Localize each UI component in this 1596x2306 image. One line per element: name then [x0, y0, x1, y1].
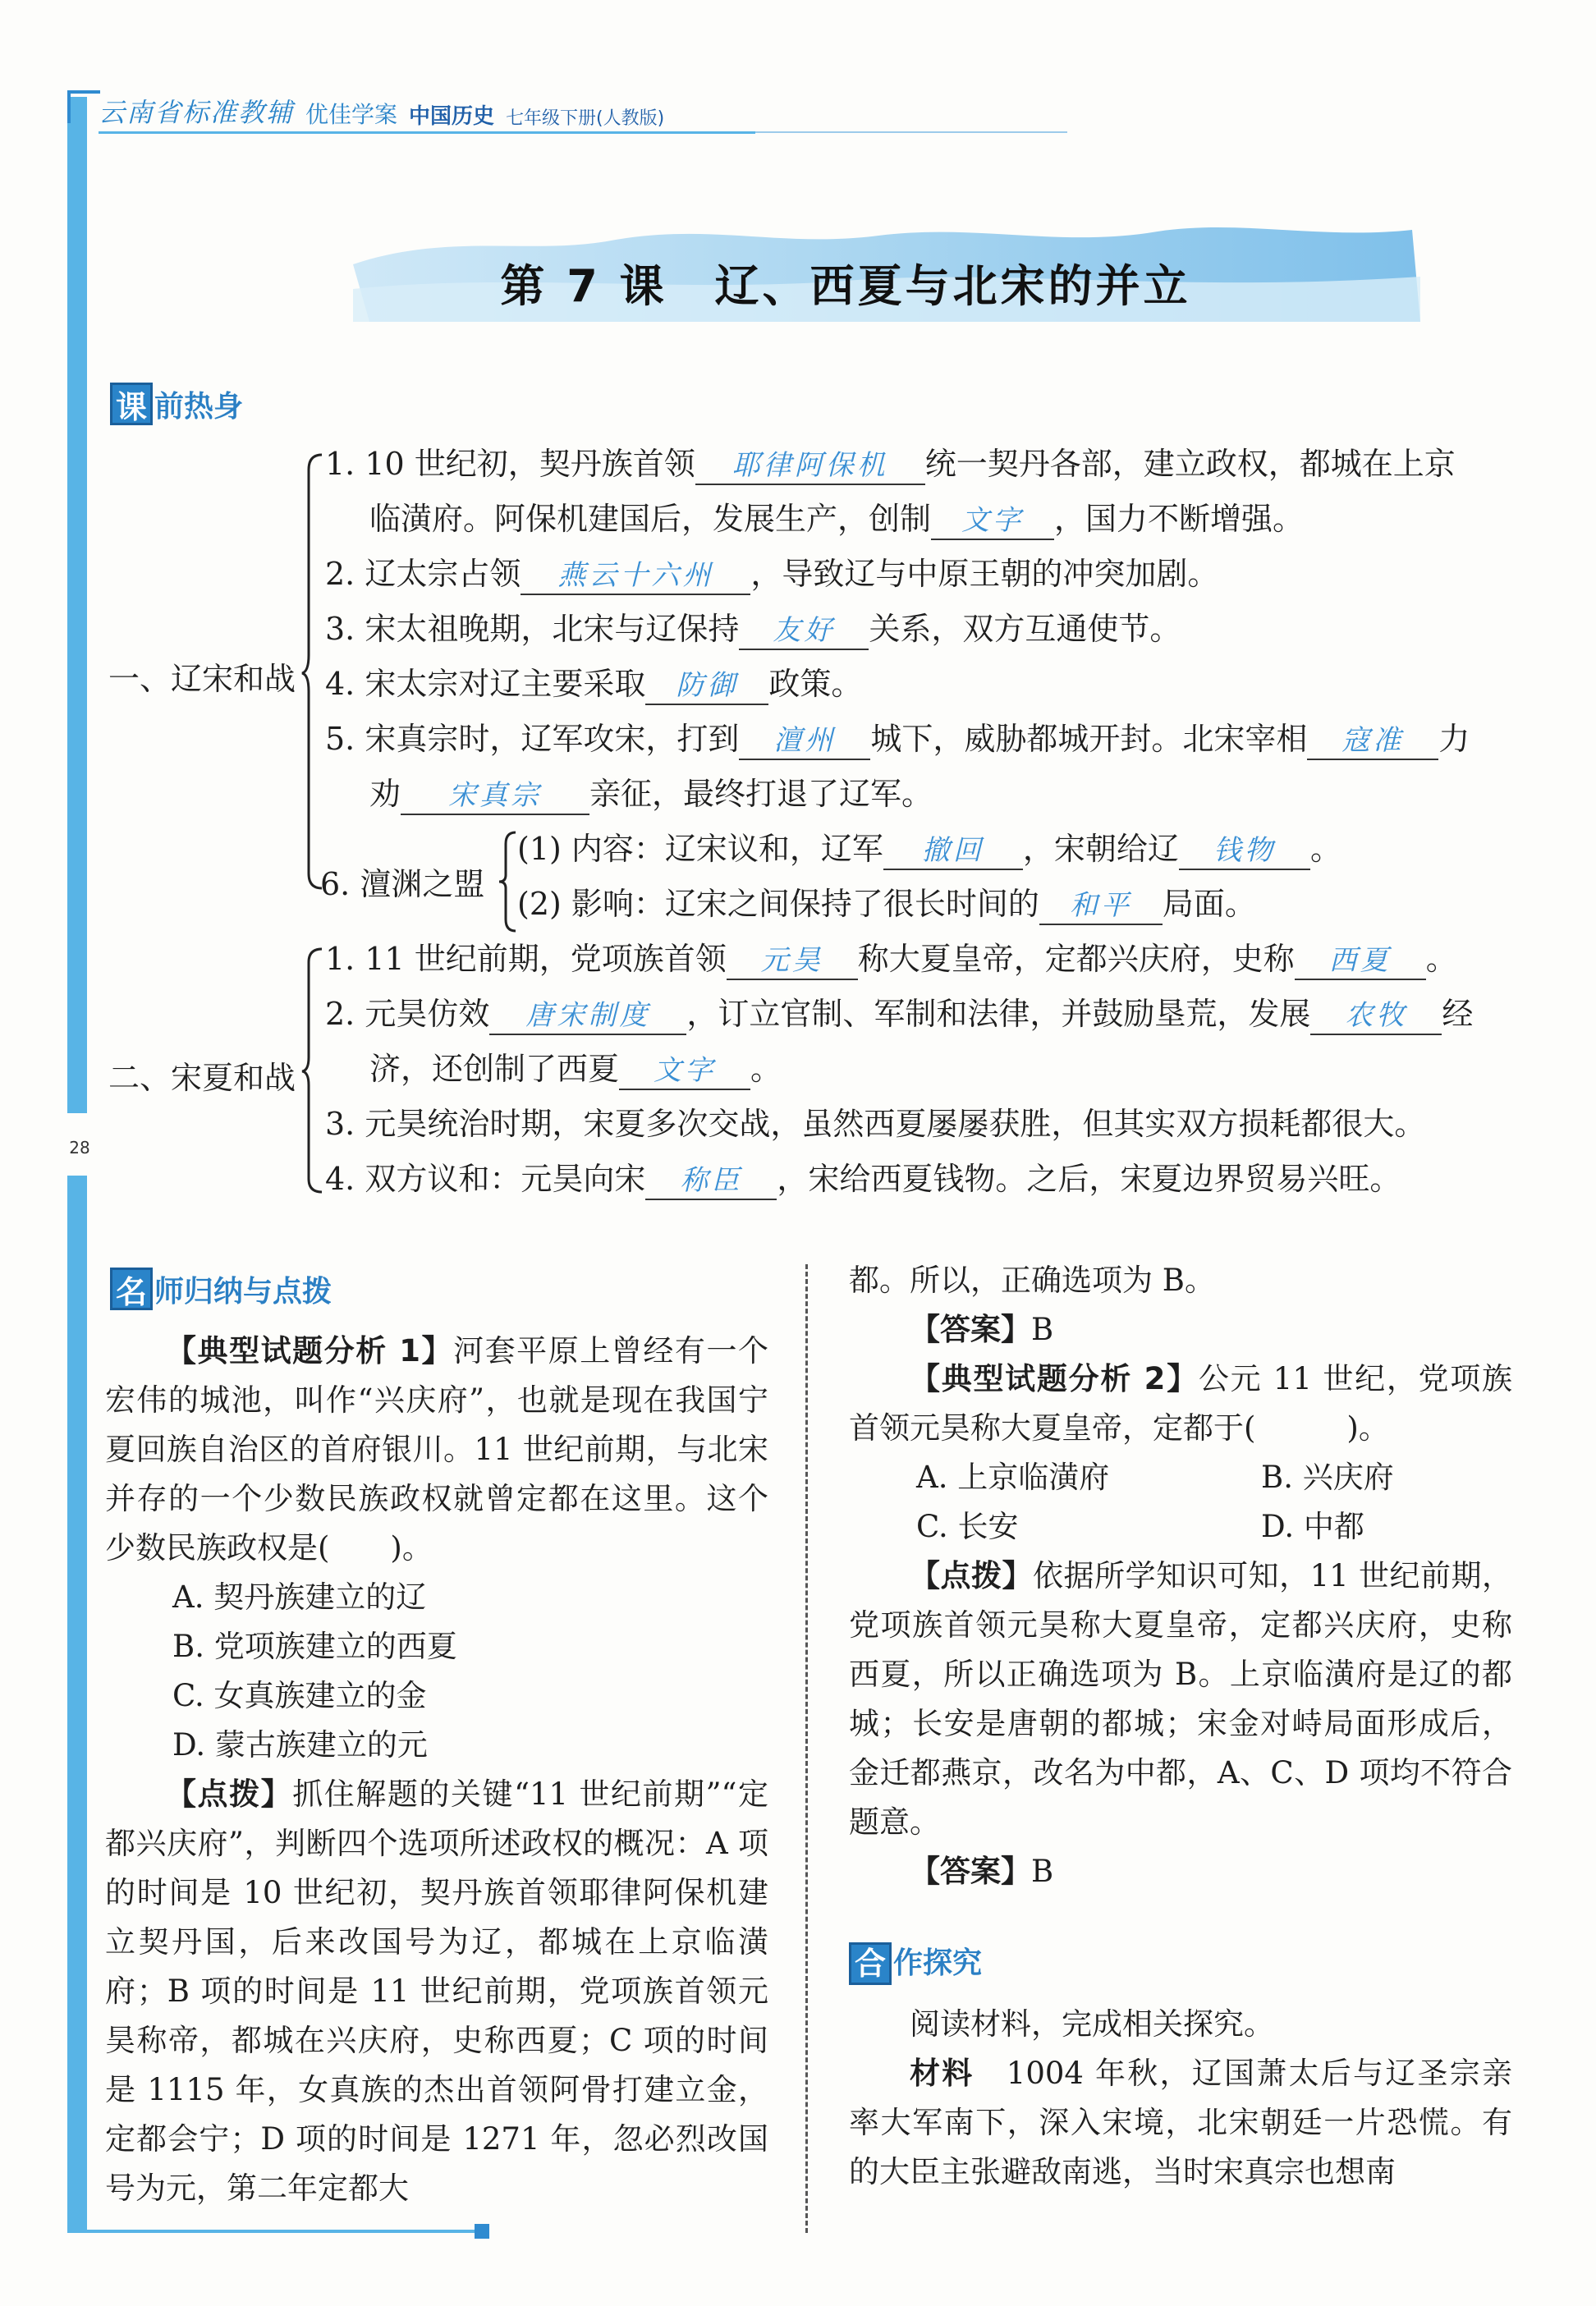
q2-answer-tag: 【答案】 — [910, 1854, 1031, 1889]
g2-1-answer-2: 西夏 — [1295, 942, 1426, 980]
g2-2-text-a: 2. 元昊仿效 — [325, 996, 490, 1032]
section-warmup-box: 课 — [110, 383, 153, 425]
q2-text: 公元 11 世纪，党项族首领元昊称大夏皇帝，定都于( )。 — [849, 1361, 1512, 1446]
q2-paragraph — [849, 1355, 1512, 1453]
group1-label: 一、辽宋和战 — [108, 661, 296, 697]
q1-tag: 【典型试题分析 1】 — [166, 1333, 454, 1368]
section-teacher-title: 师归纳与点拨 — [154, 1274, 332, 1309]
section-teacher-heading — [110, 1268, 332, 1310]
g2-1-text-c: 称大夏皇帝，定都兴庆府，史称 — [857, 941, 1295, 977]
q2-tip-paragraph — [849, 1552, 1512, 1847]
section-explore-title: 作探究 — [893, 1946, 983, 1980]
g1-5-text-d: 力 — [1438, 721, 1470, 757]
g2-2-answer-2: 农牧 — [1310, 997, 1442, 1035]
g1-3-text-a: 3. 宋太祖晚期，北宋与辽保持 — [325, 611, 740, 647]
q2-tip-text: 依据所学知识可知，11 世纪前期，党项族首领元昊称大夏皇帝，定都兴庆府，史称西夏，所以正确选项为 B。上京临潢府是辽的都城；长安是唐朝的都城；宋金对峙局面形成后，金迁都燕京，改名为中都，A、C、D 项均不符合题意。 — [849, 1558, 1513, 1840]
g2-2-text-d: 经 — [1442, 996, 1474, 1032]
header-series: 云南省标准教辅 — [99, 97, 295, 128]
g1-6-2-text-c: 局面。 — [1162, 886, 1256, 922]
section-explore-box: 合 — [849, 1942, 892, 1985]
g2-1-text-d: 。 — [1425, 941, 1457, 977]
lesson-title: 第 7 课 辽、西夏与北宋的并立 — [500, 260, 1191, 312]
g2-2b-text-a: 济，还创制了西夏 — [369, 1051, 620, 1087]
g1-2-text-a: 2. 辽太宗占领 — [325, 556, 521, 592]
g2-2b-answer: 文字 — [619, 1052, 750, 1090]
section-teacher-box: 名 — [110, 1268, 153, 1310]
g2-line-2 — [325, 996, 1473, 1035]
g1-6-1-answer-1: 撤回 — [883, 832, 1023, 870]
g1-1-text-a: 1. 10 世纪初，契丹族首领 — [325, 446, 695, 482]
g2-2-text-c: ，订立官制、军制和法律，并鼓励垦荒，发展 — [686, 996, 1311, 1032]
page-number: 28 — [69, 1138, 90, 1158]
material-tag: 材料 — [910, 2056, 975, 2091]
q1-option-d: D. 蒙古族建立的元 — [172, 1727, 428, 1763]
g1-1b-text-c: ，国力不断增强。 — [1054, 501, 1305, 537]
g1-line-1 — [325, 446, 1456, 485]
g1-6-1-text-c: ，宋朝给辽 — [1022, 831, 1179, 867]
q1-paragraph — [105, 1327, 768, 1573]
material-paragraph — [849, 2049, 1512, 2197]
q2-option-c: C. 长安 — [916, 1509, 1019, 1544]
bottom-rule — [67, 2230, 478, 2233]
g1-item6-label: 6. 澶渊之盟 — [320, 866, 485, 902]
g1-6-1-text-d: 。 — [1309, 831, 1341, 867]
g1-5-answer-2: 寇准 — [1307, 722, 1438, 760]
running-header — [99, 92, 664, 130]
g1-5-text-a: 5. 宋真宗时，辽军攻宋，打到 — [325, 721, 740, 757]
group2-brace — [300, 944, 325, 1199]
q1-answer-value: B — [1031, 1312, 1054, 1347]
q1-tip-paragraph — [105, 1770, 768, 2213]
g1-5-answer-1: 澶州 — [739, 722, 870, 760]
g1-line-5b — [369, 776, 933, 815]
g1-line-2 — [325, 556, 1218, 595]
q2-answer-value: B — [1031, 1854, 1054, 1889]
header-sub: 优佳学案 — [305, 101, 398, 128]
g1-1b-text-a: 临潢府。阿保机建国后，发展生产，创制 — [369, 501, 932, 537]
g2-line-4 — [325, 1161, 1401, 1200]
g1-5b-answer: 宋真宗 — [401, 777, 589, 815]
g2-4-text-c: ，宋给西夏钱物。之后，宋夏边界贸易兴旺。 — [777, 1161, 1401, 1197]
g1-line-1b — [369, 501, 1304, 540]
q1-tip-continuation: 都。所以，正确选项为 B。 — [849, 1263, 1215, 1298]
q2-option-a: A. 上京临潢府 — [916, 1460, 1110, 1495]
section-warmup-heading — [110, 383, 243, 425]
q2-answer-line — [849, 1847, 1512, 1896]
g1-6-2-text-a: (2) 影响：辽宋之间保持了很长时间的 — [517, 886, 1039, 922]
q1-tip-tag: 【点拨】 — [166, 1776, 293, 1812]
q1-option-c: C. 女真族建立的金 — [172, 1678, 427, 1713]
header-rule-light — [755, 131, 1067, 133]
g1-line-5 — [325, 721, 1470, 760]
q1-answer-tag: 【答案】 — [910, 1312, 1031, 1347]
g2-line-3 — [325, 1106, 1425, 1142]
q2-tip-tag: 【点拨】 — [910, 1558, 1034, 1593]
q2-tag: 【典型试题分析 2】 — [910, 1361, 1199, 1396]
g1-5-text-c: 城下，威胁都城开封。北宋宰相 — [870, 721, 1308, 757]
g1-4-text-a: 4. 宋太宗对辽主要采取 — [325, 666, 646, 702]
bottom-dot — [475, 2224, 489, 2239]
g2-line-1 — [325, 941, 1457, 980]
section-warmup-title: 前热身 — [154, 389, 244, 424]
g2-3-text: 3. 元昊统治时期，宋夏多次交战，虽然西夏屡屡获胜，但其实双方损耗都很大。 — [325, 1106, 1426, 1142]
g2-1-text-a: 1. 11 世纪前期，党项族首领 — [325, 941, 727, 977]
section-explore-heading — [849, 1939, 1512, 1988]
g2-4-answer: 称臣 — [645, 1162, 777, 1200]
group1-brace — [300, 450, 325, 893]
g1-1-answer: 耶律阿保机 — [695, 447, 925, 485]
g1-4-answer: 防御 — [645, 667, 768, 705]
column-divider — [805, 1264, 808, 2233]
explore-intro: 阅读材料，完成相关探究。 — [910, 2006, 1274, 2042]
g1-3-answer: 友好 — [739, 612, 869, 650]
g1-6-2-answer: 和平 — [1039, 887, 1163, 925]
rail-corner — [67, 90, 100, 123]
g1-line-4 — [325, 666, 862, 705]
g1-6-1-text-a: (1) 内容：辽宋议和，辽军 — [517, 831, 883, 867]
header-subject: 中国历史 — [409, 104, 495, 129]
g1-line-6-1 — [517, 831, 1341, 870]
right-column — [849, 1256, 1512, 2197]
q2-option-b: B. 兴庆府 — [1261, 1460, 1394, 1495]
g1-3-text-c: 关系，双方互通使节。 — [869, 611, 1181, 647]
q1-option-a: A. 契丹族建立的辽 — [172, 1579, 427, 1615]
g1-5b-text-c: 亲征，最终打退了辽军。 — [589, 776, 933, 812]
g2-4-text-a: 4. 双方议和：元昊向宋 — [325, 1161, 646, 1197]
g1-4-text-c: 政策。 — [768, 666, 863, 702]
g1-5b-text-a: 劝 — [369, 776, 401, 812]
g2-line-2b — [369, 1051, 782, 1090]
q1-text: 河套平原上曾经有一个宏伟的城池，叫作“兴庆府”，也就是现在我国宁夏回族自治区的首府银川。11 世纪前期，与北宋并存的一个少数民族政权就曾定都在这里。这个少数民族政权是( )。 — [105, 1333, 768, 1566]
q1-option-b: B. 党项族建立的西夏 — [172, 1629, 457, 1664]
g1-2-answer: 燕云十六州 — [521, 557, 750, 595]
left-column — [105, 1327, 768, 2213]
q1-tip-text: 抓住解题的关键“11 世纪前期”“定都兴庆府”，判断四个选项所述政权的概况：A 项的时间是 10 世纪初，契丹族首领耶律阿保机建立契丹国，后来改国号为辽，都城在上京临潢府；B 项的时间是 11 世纪前期，党项族首领元昊称帝，都城在兴庆府，史称西夏；C 项的时间是 1115 年，女真族的杰出首领阿骨打建立金，定都会宁；D 项的时间是 1271 年，忽必烈改国号为元，第二年定都大 — [105, 1776, 768, 2206]
g2-1-answer-1: 元昊 — [727, 942, 858, 980]
group2-label: 二、宋夏和战 — [108, 1060, 296, 1096]
g1-1-text-c: 统一契丹各部，建立政权，都城在上京 — [924, 446, 1456, 482]
g1-1b-answer: 文字 — [931, 502, 1054, 540]
g1-item6-brace — [498, 829, 517, 934]
q2-option-d: D. 中都 — [1261, 1509, 1364, 1544]
g2-2b-text-c: 。 — [750, 1051, 782, 1087]
material-text: 1004 年秋，辽国萧太后与辽圣宗亲率大军南下，深入宋境，北宋朝廷一片恐慌。有的大臣主张避敌南逃，当时宋真宗也想南 — [849, 2056, 1513, 2189]
header-rule — [99, 131, 755, 134]
q1-answer-line — [849, 1305, 1512, 1355]
g2-2-answer-1: 唐宋制度 — [489, 997, 686, 1035]
q2-options-row-1 — [849, 1453, 1512, 1502]
g1-line-6-2 — [517, 886, 1256, 925]
q2-options-row-2 — [849, 1502, 1512, 1552]
g1-2-text-c: ，导致辽与中原王朝的冲突加剧。 — [750, 556, 1219, 592]
g1-line-3 — [325, 611, 1181, 650]
header-grade: 七年级下册(人教版) — [506, 108, 665, 129]
g1-6-1-answer-2: 钱物 — [1179, 832, 1310, 870]
